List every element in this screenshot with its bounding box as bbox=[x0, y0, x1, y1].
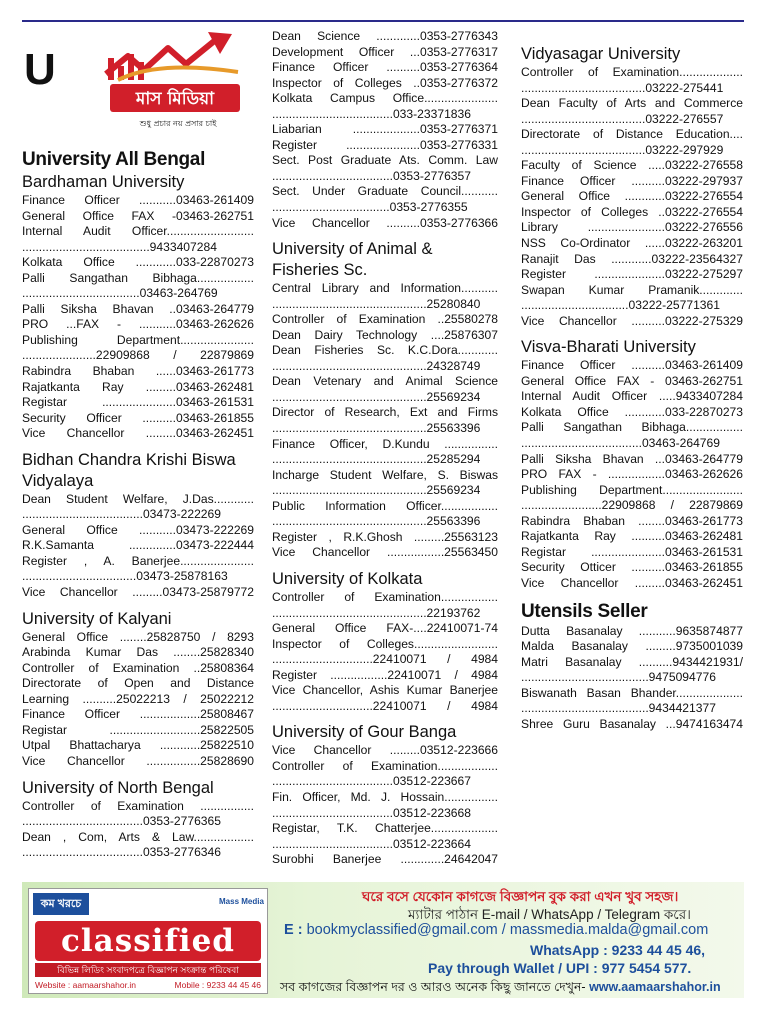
directory-entry: ....................................03512-223668 bbox=[272, 805, 471, 820]
directory-entry: Inspector of Colleges......................... bbox=[272, 636, 498, 651]
directory-entry: Vice Chancellor .........03473-25879772 bbox=[22, 585, 254, 600]
directory-entry: Development Officer ...0353-2776317 bbox=[272, 44, 498, 59]
directory-entry: Rabindra Bhaban ........03463-261773 bbox=[521, 513, 743, 528]
directory-entry: Dean Fisheries Sc. K.C.Dora............ bbox=[272, 343, 498, 358]
directory-entry: Central Library and Information........... bbox=[272, 281, 498, 296]
directory-entry: Controller of Examination ..25808364 bbox=[22, 660, 254, 675]
footer-text: সব কাগজের বিজ্ঞাপন দর ও আরও অনেক কিছু জানতে দেখুন- bbox=[280, 980, 586, 994]
classified-logo bbox=[28, 888, 268, 994]
directory-entry: ......................................9434421377 bbox=[521, 701, 716, 716]
directory-entry: Registar ......................03463-261531 bbox=[521, 544, 743, 559]
directory-entry: ................................03222-25771361 bbox=[521, 298, 720, 313]
email-label: E : bbox=[284, 922, 303, 938]
directory-entry: Directorate of Distance Education.... bbox=[521, 127, 743, 142]
section-heading: University of Animal & bbox=[272, 240, 433, 259]
directory-entry: Kolkata Office ............033-22870273 bbox=[521, 404, 743, 419]
spacer bbox=[272, 714, 498, 722]
directory-entry: Ranajit Das ............03222-23564327 bbox=[521, 251, 743, 266]
section-heading: Vidyasagar University bbox=[521, 45, 681, 63]
directory-entry: General Office ............03222-276554 bbox=[521, 189, 743, 204]
directory-entry: General Office FAX -03463-262751 bbox=[22, 208, 254, 223]
directory-entry: Dean Student Welfare, J.Das............ bbox=[22, 491, 254, 506]
directory-entry: Palli Siksha Bhavan ..03463-264779 bbox=[22, 301, 254, 316]
directory-entry: Vice Chancellor .........03463-262451 bbox=[22, 426, 254, 441]
directory-entry: General Office FAX-....22410071-74 bbox=[272, 621, 498, 636]
directory-entry: Library .......................03222-276556 bbox=[521, 220, 743, 235]
banner-footer bbox=[280, 979, 721, 999]
directory-entry: ....................................03473-222269 bbox=[22, 507, 221, 522]
banner-headline: ঘরে বসে যেকোন কাগজে বিজ্ঞাপন বুক করা এখন খুব সহজ। bbox=[362, 889, 679, 904]
classified-banner bbox=[22, 882, 744, 998]
classified-title: classified bbox=[35, 921, 261, 961]
directory-entry: Controller of Examination ..25580278 bbox=[272, 312, 498, 327]
directory-entry: Registar, T.K. Chatterjee.................... bbox=[272, 821, 498, 836]
directory-entry: Sect. Post Graduate Ats. Comm. Law bbox=[272, 153, 498, 168]
directory-entry: ..............................................25285294 bbox=[272, 452, 481, 467]
directory-entry: ..............................................22193762 bbox=[272, 605, 481, 620]
directory-entry: Dutta Basanalay ...........9635874877 bbox=[521, 623, 743, 638]
directory-entry: ..............................22410071 / 4984 bbox=[272, 698, 498, 713]
spacer bbox=[22, 770, 254, 778]
directory-entry: ......................................9475094776 bbox=[521, 670, 716, 685]
logo-footer bbox=[35, 979, 261, 991]
section-heading: University of Kolkata bbox=[272, 569, 423, 588]
logo-subtitle: বিভিন্ন লিডিং সংবাদপত্রে বিজ্ঞাপন সংক্রান্ত পরিষেবা bbox=[35, 963, 261, 977]
directory-entry: Registar ......................03463-261531 bbox=[22, 395, 254, 410]
directory-entry: Directorate of Open and Distance bbox=[22, 676, 254, 691]
directory-entry: Internal Audit Officer.......................... bbox=[22, 224, 254, 239]
index-letter: U bbox=[24, 45, 56, 94]
directory-entry: ....................................0353-2776365 bbox=[22, 814, 221, 829]
spacer bbox=[521, 329, 743, 337]
directory-entry: Inspector of Colleges ..0353-2776372 bbox=[272, 75, 498, 90]
directory-entry: Dean Faculty of Arts and Commerce bbox=[521, 96, 743, 111]
directory-entry: ..................................03473-25878163 bbox=[22, 569, 228, 584]
directory-entry: PRO ...FAX - ...........03463-262626 bbox=[22, 317, 254, 332]
directory-entry: Controller of Examination.................. bbox=[272, 758, 498, 773]
directory-entry: Incharge Student Welfare, S. Biswas bbox=[272, 467, 498, 482]
directory-entry: ....................................03512-223667 bbox=[272, 774, 471, 789]
directory-entry: Kolkata Office ............033-22870273 bbox=[22, 255, 254, 270]
logo-mobile: Mobile : 9233 44 45 46 bbox=[174, 980, 261, 990]
logo-tagline: শুধু প্রচার নয় প্রসার চাই bbox=[139, 119, 217, 128]
directory-entry: Palli Sangathan Bibhaga................. bbox=[22, 270, 254, 285]
directory-entry: R.K.Samanta ..............03473-222444 bbox=[22, 538, 254, 553]
directory-entry: Publishing Department...................... bbox=[22, 332, 254, 347]
directory-entry: NSS Co-Ordinator ......03222-263201 bbox=[521, 236, 743, 251]
directory-entry: Vice Chancellor ..........03222-275329 bbox=[521, 313, 743, 328]
directory-entry: Registar ...........................25822505 bbox=[22, 722, 254, 737]
logo-title: মাস মিডিয়া bbox=[135, 89, 215, 109]
section-heading: Utensils Seller bbox=[521, 600, 648, 622]
directory-entry: Controller of Examination ................ bbox=[22, 798, 254, 813]
directory-entry: Malda Basanalay .........9735001039 bbox=[521, 639, 743, 654]
directory-entry: Security Otticer ..........03463-261855 bbox=[521, 560, 743, 575]
directory-entry: ....................................03463-264769 bbox=[521, 436, 720, 451]
section-heading: University of Kalyani bbox=[22, 609, 172, 628]
directory-entry: PRO FAX - .................03463-262626 bbox=[521, 467, 743, 482]
directory-entry: General Office ...........03473-222269 bbox=[22, 522, 254, 537]
directory-entry: General Office FAX - 03463-262751 bbox=[521, 373, 743, 388]
growth-arrow-icon bbox=[98, 30, 258, 138]
directory-entry: ..............................................25563396 bbox=[272, 421, 481, 436]
banner-email bbox=[284, 922, 708, 938]
directory-entry: Kolkata Campus Office...................... bbox=[272, 91, 498, 106]
directory-entry: .....................................03222-297929 bbox=[521, 142, 724, 157]
directory-entry: Shree Guru Basanalay ...9474163474 bbox=[521, 716, 743, 731]
directory-entry: Register .....................03222-275297 bbox=[521, 267, 743, 282]
section-heading: Bardhaman University bbox=[22, 173, 185, 191]
banner-wallet: Pay through Wallet / UPI : 977 5454 577. bbox=[428, 960, 692, 976]
directory-entry: Finance Officer ..........03463-261409 bbox=[521, 358, 743, 373]
directory-entry: ..............................................25569234 bbox=[272, 389, 481, 404]
directory-entry: Register , A. Banerjee...................... bbox=[22, 553, 254, 568]
section-heading: University All Bengal bbox=[22, 149, 206, 170]
directory-entry: .....................................03222-276557 bbox=[521, 111, 724, 126]
directory-entry: Palli Siksha Bhavan ...03463-264779 bbox=[521, 451, 743, 466]
directory-entry: Swapan Kumar Pramanik............. bbox=[521, 282, 743, 297]
directory-entry: General Office ........25828750 / 8293 bbox=[22, 629, 254, 644]
directory-entry: Dean Science .............0353-2776343 bbox=[272, 29, 498, 43]
directory-entry: Inspector of Colleges ..03222-276554 bbox=[521, 204, 743, 219]
directory-entry: Finance Officer ..................25808467 bbox=[22, 707, 254, 722]
directory-entry: Register .................22410071 / 4984 bbox=[272, 667, 498, 682]
directory-entry: Vice Chancellor ................25828690 bbox=[22, 753, 254, 768]
column-3 bbox=[521, 44, 743, 732]
directory-entry: Fin. Officer, Md. J. Hossain................ bbox=[272, 789, 498, 804]
mass-media-label: Mass Media bbox=[219, 897, 264, 906]
directory-entry: ........................22909868 / 22879869 bbox=[521, 498, 743, 513]
directory-entry: Liabarian ....................0353-2776371 bbox=[272, 122, 498, 137]
directory-entry: Finance Officer ...........03463-261409 bbox=[22, 193, 254, 207]
directory-entry: Rajatkanta Ray .........03463-262481 bbox=[22, 379, 254, 394]
logo-website: Website : aamaarshahor.in bbox=[35, 980, 136, 990]
directory-entry: Utpal Bhattacharya ............25822510 bbox=[22, 738, 254, 753]
directory-entry: Finance Officer ..........03222-297937 bbox=[521, 173, 743, 188]
directory-entry: ....................................0353-2776357 bbox=[272, 168, 471, 183]
directory-entry: Arabinda Kumar Das ........25828340 bbox=[22, 645, 254, 660]
mass-media-logo bbox=[98, 30, 258, 138]
directory-entry: ..............................22410071 / 4984 bbox=[272, 652, 498, 667]
section-heading: University of Gour Banga bbox=[272, 723, 457, 742]
directory-entry: Matri Basanalay ..........9434421931/ bbox=[521, 654, 743, 669]
section-heading: Fisheries Sc. bbox=[272, 261, 368, 280]
directory-entry: ....................................03512-223664 bbox=[272, 836, 471, 851]
top-rule bbox=[22, 20, 744, 22]
directory-entry: Vice Chancellor .................25563450 bbox=[272, 545, 498, 560]
directory-entry: ..............................................24328749 bbox=[272, 358, 481, 373]
directory-entry: Public Information Officer................. bbox=[272, 498, 498, 513]
spacer bbox=[521, 592, 743, 600]
directory-entry: Vice Chancellor, Ashis Kumar Banerjee bbox=[272, 683, 498, 698]
directory-entry: Internal Audit Officer .....9433407284 bbox=[521, 389, 743, 404]
directory-entry: Director of Research, Ext and Firms bbox=[272, 405, 498, 420]
email-value[interactable]: bookmyclassified@gmail.com / massmedia.malda@gmail.com bbox=[306, 922, 709, 938]
spacer bbox=[272, 231, 498, 239]
directory-entry: Sect. Under Graduate Council........... bbox=[272, 184, 498, 199]
logo-tag: কম খরচে bbox=[33, 893, 89, 915]
directory-entry: Register ......................0353-2776331 bbox=[272, 137, 498, 152]
banner-whatsapp: WhatsApp : 9233 44 45 46, bbox=[530, 942, 706, 958]
column-2 bbox=[272, 29, 498, 868]
directory-entry: Learning ..........25022213 / 25022212 bbox=[22, 691, 254, 706]
directory-entry: ......................22909868 / 22879869 bbox=[22, 348, 254, 363]
directory-entry: ..............................................25563396 bbox=[272, 514, 481, 529]
directory-entry: Finance Officer ..........0353-2776364 bbox=[272, 60, 498, 75]
directory-entry: Biswanath Basan Bhander.................... bbox=[521, 685, 743, 700]
directory-entry: .....................................03222-275441 bbox=[521, 80, 724, 95]
directory-entry: Security Officer ..........03463-261855 bbox=[22, 410, 254, 425]
directory-entry: Surobhi Banerjee .............24642047 bbox=[272, 852, 498, 867]
directory-entry: ...................................03463-264769 bbox=[22, 286, 218, 301]
spacer bbox=[22, 442, 254, 450]
directory-entry: ..............................................25569234 bbox=[272, 483, 481, 498]
directory-entry: Palli Sangathan Bibhaga................. bbox=[521, 420, 743, 435]
directory-entry: Vice Chancellor ..........0353-2776366 bbox=[272, 215, 498, 230]
directory-entry: ..............................................25280840 bbox=[272, 296, 481, 311]
directory-entry: Vice Chancellor .........03512-223666 bbox=[272, 743, 498, 758]
directory-entry: Finance Officer, D.Kundu ................ bbox=[272, 436, 498, 451]
directory-entry: Vice Chancellor .........03463-262451 bbox=[521, 575, 743, 590]
directory-entry: Dean , Com, Arts & Law.................. bbox=[22, 829, 254, 844]
directory-entry: ....................................033-23371836 bbox=[272, 106, 471, 121]
column-1 bbox=[22, 148, 254, 861]
spacer bbox=[22, 601, 254, 609]
directory-entry: ......................................9433407284 bbox=[22, 239, 217, 254]
directory-entry: Faculty of Science .....03222-276558 bbox=[521, 158, 743, 173]
directory-entry: Controller of Examination................. bbox=[272, 589, 498, 604]
section-heading: Visva-Bharati University bbox=[521, 338, 696, 357]
directory-entry: Dean Vetenary and Animal Science bbox=[272, 374, 498, 389]
directory-entry: Register , R.K.Ghosh .........25563123 bbox=[272, 529, 498, 544]
directory-entry: ...................................0353-2776355 bbox=[272, 200, 468, 215]
section-heading: Bidhan Chandra Krishi Biswa bbox=[22, 450, 236, 469]
directory-entry: Publishing Department........................ bbox=[521, 482, 743, 497]
section-heading: University of North Bengal bbox=[22, 778, 214, 797]
directory-entry: Controller of Examination................... bbox=[521, 65, 743, 79]
section-heading: Vidyalaya bbox=[22, 471, 94, 490]
footer-website-link[interactable]: www.aamaarshahor.in bbox=[589, 980, 721, 994]
directory-entry: Rajatkanta Ray ..........03463-262481 bbox=[521, 529, 743, 544]
directory-entry: Rabindra Bhaban ......03463-261773 bbox=[22, 364, 254, 379]
directory-entry: Dean Dairy Technology ....25876307 bbox=[272, 327, 498, 342]
spacer bbox=[272, 561, 498, 569]
banner-subline: ম্যাটার পাঠান E-mail / WhatsApp / Telegram করে। bbox=[408, 907, 691, 922]
directory-entry: ....................................0353-2776346 bbox=[22, 845, 221, 860]
